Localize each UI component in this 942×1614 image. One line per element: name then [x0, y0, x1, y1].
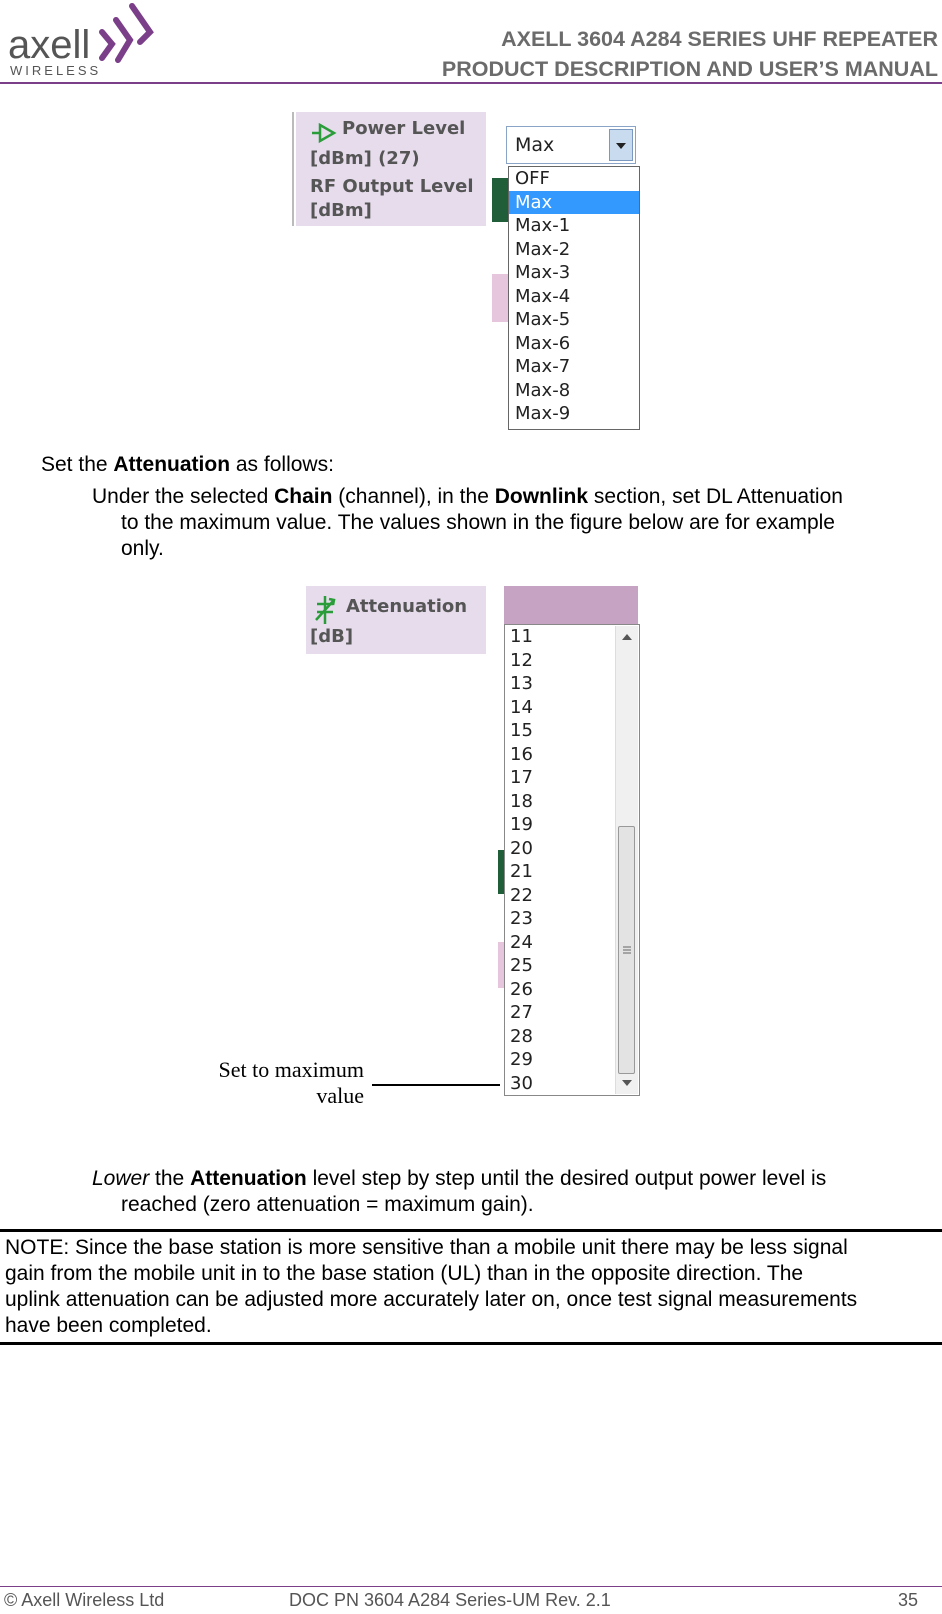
title-line-1: AXELL 3604 A284 SERIES UHF REPEATER	[501, 27, 938, 51]
scroll-up-icon[interactable]	[620, 632, 634, 642]
power-amplifier-icon	[310, 122, 338, 144]
step-heading	[41, 452, 334, 478]
lower-d: level step by step until the desired output power level is	[306, 1167, 827, 1190]
substep-downlink: Downlink	[494, 485, 589, 508]
option-max-9[interactable]: Max-9	[515, 403, 571, 424]
footer-copyright: © Axell Wireless Ltd	[4, 1590, 165, 1610]
option-14[interactable]: 14	[510, 696, 533, 718]
note-line-4: have been completed.	[5, 1314, 212, 1337]
lower-attenuation: Attenuation	[190, 1167, 307, 1190]
substep-a: Under the selected	[92, 485, 275, 508]
lower-italic: Lower	[92, 1167, 150, 1190]
option-26[interactable]: 26	[510, 978, 533, 1000]
callout-pointer	[372, 1084, 500, 1086]
option-max-7[interactable]: Max-7	[515, 356, 571, 377]
option-11[interactable]: 11	[510, 626, 533, 647]
chevron-down-icon	[610, 130, 632, 160]
callout-text	[219, 1057, 364, 1109]
attenuation-options-list[interactable]	[504, 624, 640, 1096]
option-off[interactable]: OFF	[515, 168, 550, 189]
logo-swoosh-icon	[102, 6, 150, 60]
attenuation-screenshot	[306, 586, 646, 1096]
lower-b: the	[149, 1167, 191, 1190]
substep-line-2: to the maximum value. The values shown in the figure below are for example	[121, 511, 835, 534]
option-30[interactable]: 30	[510, 1072, 533, 1094]
scrollbar[interactable]	[615, 626, 638, 1094]
dropdown-arrow-button[interactable]	[609, 129, 633, 161]
substep-e: section, set DL Attenuation	[588, 485, 843, 508]
substep-c: (channel), in the	[332, 485, 495, 508]
scroll-down-icon[interactable]	[620, 1078, 634, 1088]
power-level-select-value: Max	[515, 134, 555, 156]
attenuation-unit: [dB]	[310, 626, 354, 647]
option-18[interactable]: 18	[510, 790, 533, 812]
note-bottom-rule	[0, 1342, 942, 1345]
option-21[interactable]: 21	[510, 861, 533, 882]
option-27[interactable]: 27	[510, 1002, 533, 1023]
option-19[interactable]: 19	[510, 814, 533, 835]
footer-doc-number: DOC PN 3604 A284 Series-UM Rev. 2.1	[289, 1590, 611, 1610]
option-max-4[interactable]: Max-4	[515, 285, 571, 307]
note-line-1: NOTE: Since the base station is more sensitive than a mobile unit there may be less signal	[5, 1236, 848, 1259]
option-16[interactable]: 16	[510, 743, 533, 765]
power-level-select[interactable]	[506, 126, 636, 164]
option-20[interactable]: 20	[510, 837, 533, 859]
substep-chain: Chain	[274, 485, 333, 508]
lower-line-2: reached (zero attenuation = maximum gain).	[121, 1193, 534, 1216]
callout-line-1: Set to maximum	[218, 1057, 364, 1082]
lower-line-1	[92, 1166, 826, 1192]
attenuation-label: Attenuation	[346, 596, 468, 617]
option-17[interactable]: 17	[510, 767, 533, 788]
option-max-5[interactable]: Max-5	[515, 309, 571, 330]
option-max[interactable]: Max	[509, 191, 639, 215]
footer-divider	[0, 1586, 942, 1587]
substep-line-3: only.	[121, 537, 164, 560]
option-23[interactable]: 23	[510, 908, 533, 929]
option-max-1[interactable]: Max-1	[515, 215, 571, 236]
option-29[interactable]: 29	[510, 1049, 533, 1070]
power-level-options-list[interactable]	[508, 166, 640, 430]
option-28[interactable]: 28	[510, 1025, 533, 1047]
note-line-3: uplink attenuation can be adjusted more accurately later on, once test signal measurements	[5, 1288, 858, 1311]
rf-output-level-label: RF Output Level	[310, 176, 474, 197]
option-25[interactable]: 25	[510, 955, 533, 976]
footer-page-number: 35	[897, 1590, 918, 1610]
power-level-label: Power Level	[342, 118, 466, 139]
title-line-2: PRODUCT DESCRIPTION AND USER’S MANUAL	[441, 57, 938, 81]
option-12[interactable]: 12	[510, 649, 533, 671]
power-level-unit: [dBm] (27)	[310, 148, 420, 169]
option-24[interactable]: 24	[510, 931, 533, 953]
step-lead-bold: Attenuation	[113, 453, 231, 476]
table-border	[292, 112, 294, 226]
option-max-3[interactable]: Max-3	[515, 262, 571, 283]
grip-icon	[622, 945, 632, 955]
note-top-rule	[0, 1229, 942, 1232]
option-15[interactable]: 15	[510, 720, 533, 741]
power-level-screenshot	[296, 112, 646, 432]
note-line-2: gain from the mobile unit in to the base station (UL) than in the opposite direction. The	[5, 1262, 804, 1285]
step-lead-rest: as follows:	[230, 453, 334, 476]
substep-line-1	[92, 484, 843, 510]
option-13[interactable]: 13	[510, 673, 533, 694]
step-lead: Set the	[41, 453, 114, 476]
header-divider	[0, 82, 942, 84]
scrollbar-thumb[interactable]	[618, 826, 635, 1074]
option-22[interactable]: 22	[510, 884, 533, 906]
rf-output-level-unit: [dBm]	[310, 200, 372, 221]
attenuator-icon	[312, 594, 338, 626]
axell-logo	[6, 0, 166, 80]
callout-line-2: value	[316, 1083, 364, 1108]
option-max-8[interactable]: Max-8	[515, 379, 571, 401]
logo-subtext: WIRELESS	[10, 63, 102, 78]
option-max-2[interactable]: Max-2	[515, 238, 571, 260]
document-title	[442, 24, 938, 84]
option-max-6[interactable]: Max-6	[515, 332, 571, 354]
logo-wordmark: axell	[8, 23, 91, 67]
